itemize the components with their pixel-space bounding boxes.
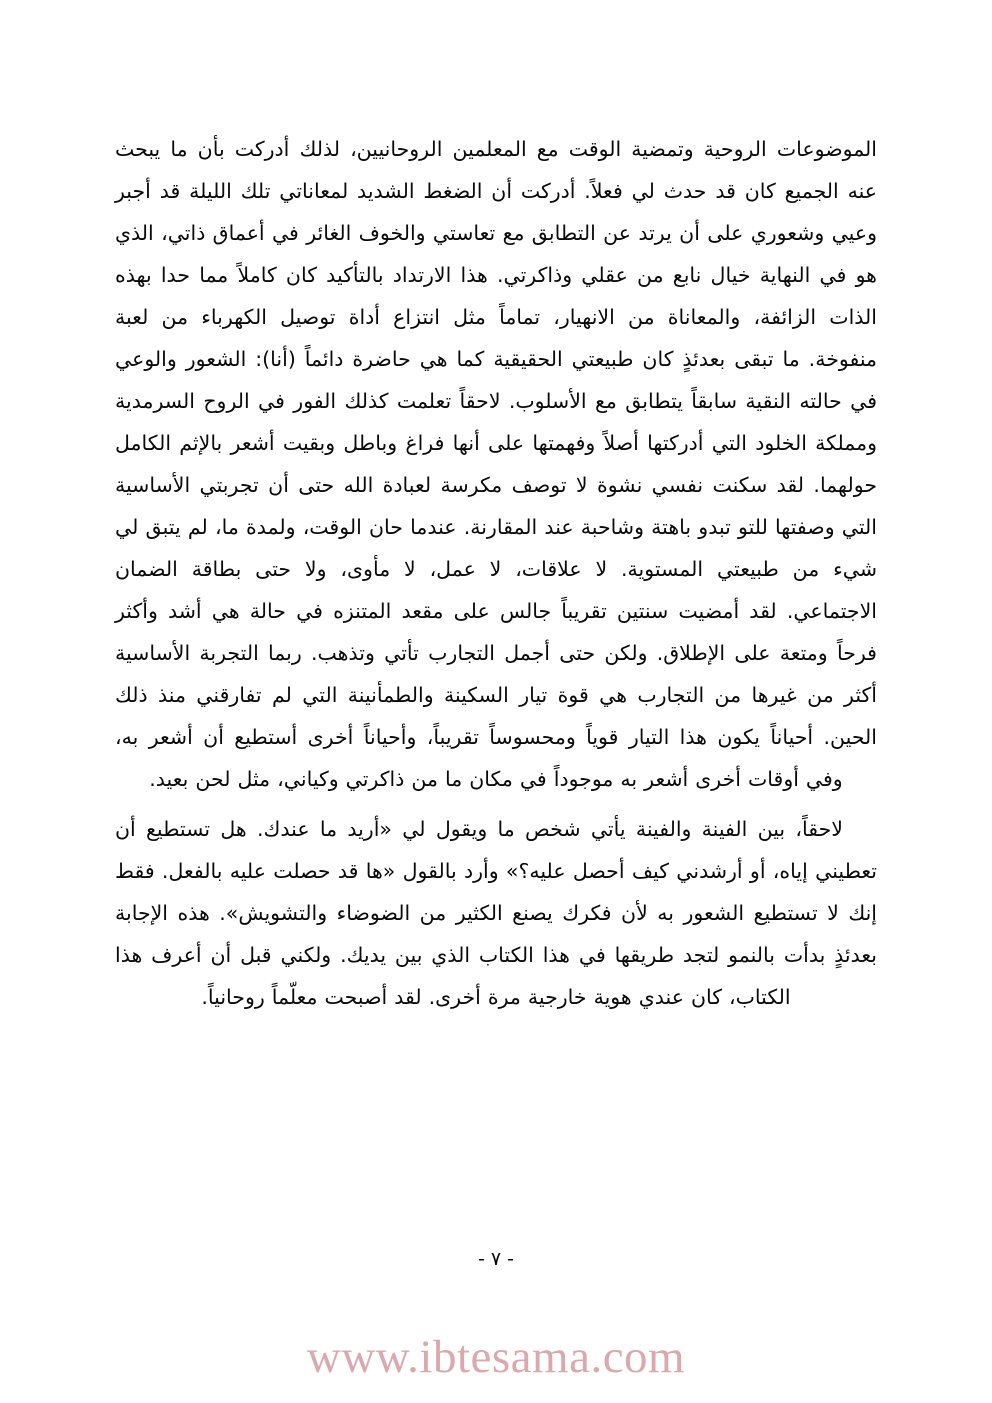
paragraph-1: الموضوعات الروحية وتمضية الوقت مع المعلمين الروحانيين، لذلك أدركت بأن ما يبحث عنه الجميع كان قد حدث لي فعلاً. أدركت أن الضغط الشديد لمعاناتي تلك الليلة قد أجبر وعيي وشعوري على أن يرتد عن التطابق مع تعاستي والخوف الغائر في أعماق ذاتي، الذي هو في النهاية خيال نابع من عقلي وذاكرتي. هذا الارتداد بالتأكيد كان كاملاً مما حدا بهذه الذات الزائفة، والمعاناة من الانهيار، تماماً مثل انتزاع أداة توصيل الكهرباء من لعبة منفوخة. ما تبقى بعدئذٍ كان طبيعتي الحقيقية كما هي حاضرة دائماً (أنا): الشعور والوعي في حالته النقية سابقاً يتطابق مع الأسلوب. لاحقاً تعلمت كذلك الفور في الروح السرمدية ومملكة الخلود التي أدركتها أصلاً وفهمتها على أنها فراغ وباطل وبقيت أشعر بالإثم الكامل حولهما. لقد سكنت نفسي نشوة لا توصف مكرسة لعبادة الله حتى أن تجربتي الأساسية التي وصفتها للتو تبدو باهتة وشاحبة عند المقارنة. عندما حان الوقت، ولمدة ما، لم يتبق لي شيء من طبيعتي المستوية. لا علاقات، لا عمل، لا مأوى، ولا حتى بطاقة الضمان الاجتماعي. لقد أمضيت سنتين تقريباً جالس على مقعد المتنزه في حالة هي أشد وأكثر فرحاً ومتعة على الإطلاق. ولكن حتى أجمل التجارب تأتي وتذهب. ربما التجربة الأساسية أكثر من غيرها من التجارب هي قوة تيار السكينة والطمأنينة التي لم تفارقني منذ ذلك الحين. أحياناً يكون هذا التيار قوياً ومحسوساً تقريباً، وأحياناً أخرى أستطيع أن أشعر به، وفي أوقات أخرى أشعر به موجوداً في مكان ما من ذاكرتي وكياني، مثل لحن بعيد. [115, 137, 877, 791]
watermark: www.ibtesama.com [306, 1331, 686, 1383]
page-number: - ٧ - [477, 1248, 515, 1270]
paragraph-2: لاحقاً، بين الفينة والفينة يأتي شخص ما ويقول لي «أريد ما عندك. هل تستطيع أن تعطيني إياه، أو أرشدني كيف أحصل عليه؟» وأرد بالقول «ها قد حصلت عليه بالفعل. فقط إنك لا تستطيع الشعور به لأن فكرك يصنع الكثير من الضوضاء والتشويش». هذه الإجابة بعدئذٍ بدأت بالنمو لتجد طريقها في هذا الكتاب الذي بين يديك. ولكني قبل أن أعرف هذا الكتاب، كان عندي هوية خارجية مرة أخرى. لقد أصبحت معلّماً روحانياً. [115, 817, 877, 1009]
body-text-block [115, 128, 877, 1018]
